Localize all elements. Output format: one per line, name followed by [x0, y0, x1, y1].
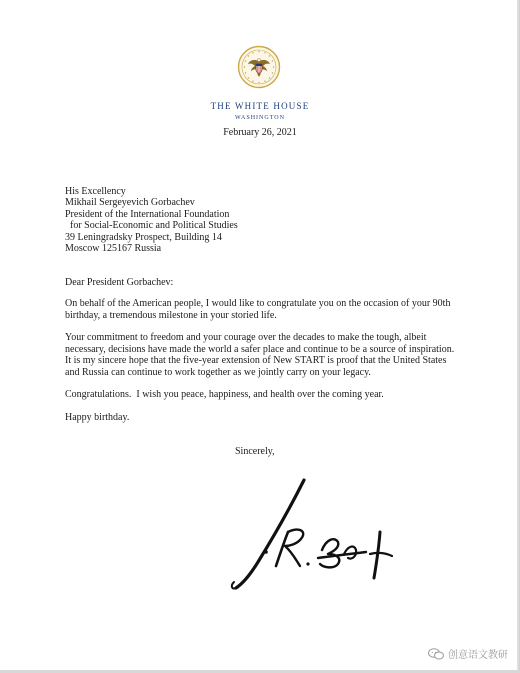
- salutation: Dear President Gorbachev:: [65, 277, 174, 288]
- paragraph-line: Congratulations. I wish you peace, happiness, and health over the coming year.: [65, 389, 384, 400]
- presidential-seal-icon: [237, 45, 281, 89]
- paragraph-line: It is my sincere hope that the five-year extension of New START is proof that the United States: [65, 355, 447, 367]
- body-paragraph: [65, 389, 425, 401]
- letterhead-title: THE WHITE HOUSE: [210, 101, 310, 111]
- address-line: Mikhail Sergeyevich Gorbachev: [65, 197, 195, 209]
- body-paragraph: [65, 412, 425, 424]
- paragraph-line: and Russia can continue to work together as we jointly carry on your legacy.: [65, 366, 371, 378]
- letter-date: February 26, 2021: [223, 127, 297, 138]
- paragraph-line: Happy birthday.: [65, 412, 130, 423]
- paragraph-line: birthday, a tremendous milestone in your storied life.: [65, 309, 277, 321]
- address-line: for Social-Economic and Political Studies: [65, 220, 238, 232]
- body-paragraph: [65, 332, 455, 378]
- address-line: His Excellency: [65, 186, 126, 197]
- body-paragraph: [65, 298, 451, 321]
- chat-bubble-icon: [428, 648, 444, 660]
- paragraph-line: necessary, decisions have made the world a safer place and continue to be a source of inspiration.: [65, 343, 455, 355]
- recipient-address: [65, 186, 238, 254]
- address-line: President of the International Foundation: [65, 208, 230, 220]
- address-line: 39 Leningradsky Prospect, Building 14: [65, 231, 222, 243]
- paragraph-line: Your commitment to freedom and your courage over the decades to make the tough, albeit: [65, 332, 427, 343]
- address-line: Moscow 125167 Russia: [65, 243, 162, 255]
- closing: Sincerely,: [235, 446, 275, 457]
- letterhead-subtitle: WASHINGTON: [235, 115, 285, 121]
- watermark-text: 创意语文教研: [448, 650, 508, 661]
- handwritten-signature: [222, 474, 412, 604]
- paragraph-line: On behalf of the American people, I would like to congratulate you on the occasion of your 90th: [65, 298, 451, 309]
- watermark: [428, 646, 508, 661]
